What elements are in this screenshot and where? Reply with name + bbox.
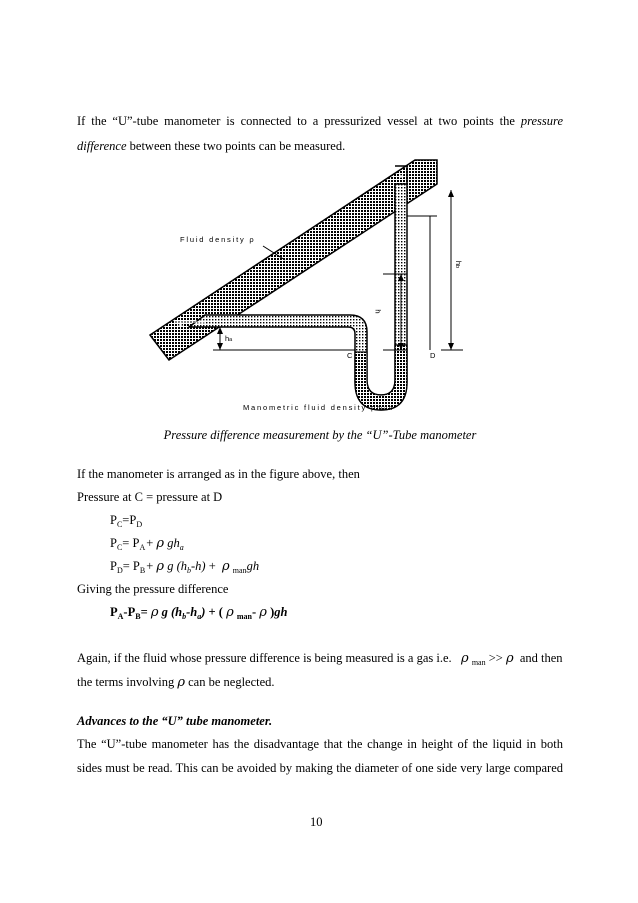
- equation-1: $P_C=P_D$: [110, 513, 143, 529]
- label-hb: hb: [454, 260, 464, 269]
- label-h: h: [373, 309, 383, 314]
- manometric-fluid-text: Manometric fluid density ρ: [243, 403, 378, 412]
- fluid-density-label: Fluid density ρ: [180, 235, 256, 244]
- manometric-fluid-sub: man: [377, 406, 395, 412]
- terms-line: the terms involving ρ can be neglected.: [77, 675, 275, 690]
- intro-line-1: [77, 114, 563, 129]
- intro-emphasis-difference: difference: [77, 139, 127, 153]
- intro-text-2: between these two points can be measured.: [129, 139, 346, 153]
- manometric-fluid-label: [243, 403, 394, 412]
- equation-2: $P_C= P_A+ \rho$ $gh_a$: [110, 536, 184, 552]
- label-b: B: [399, 171, 405, 180]
- equation-4: $P_A-P_B= \rho$ g $(h_b-h_a)$ + ( ρ $_{man}$- ρ )gh: [110, 605, 288, 621]
- pc-equals-pd-text: Pressure at C = pressure at D: [77, 490, 223, 504]
- advances-heading: Advances to the “U” tube manometer.: [77, 714, 273, 728]
- manometer-diagram: [145, 150, 475, 420]
- label-c: C: [347, 351, 353, 360]
- intro-emphasis-pressure: pressure: [520, 114, 563, 128]
- label-ha: ha: [225, 334, 233, 343]
- figure-caption: Pressure difference measurement by the “U”-Tube manometer: [163, 428, 477, 442]
- equation-3: $P_D= P_B+ \rho$ g $(h_b-h) + \rho$ $_{man}$gh: [110, 559, 260, 575]
- intro-text-1: If the “U”-tube manometer is connected to a pressurized vessel at two points the: [77, 114, 515, 128]
- giving-text: Giving the pressure difference: [77, 582, 229, 596]
- label-a: A: [178, 320, 184, 329]
- advances-line-1: The “U”-tube manometer has the disadvantage that the change in height of the liquid in both: [77, 737, 563, 751]
- page-number: 10: [310, 815, 323, 829]
- manometer-figure: [145, 150, 475, 420]
- label-d: D: [430, 351, 436, 360]
- arranged-text: If the manometer is arranged as in the figure above, then: [77, 467, 360, 481]
- again-line: Again, if the fluid whose pressure difference is being measured is a gas i.e. ρ $_{man}$ >> ρ and then: [77, 651, 563, 667]
- advances-line-2: sides must be read. This can be avoided by making the diameter of one side very large compared: [77, 761, 563, 775]
